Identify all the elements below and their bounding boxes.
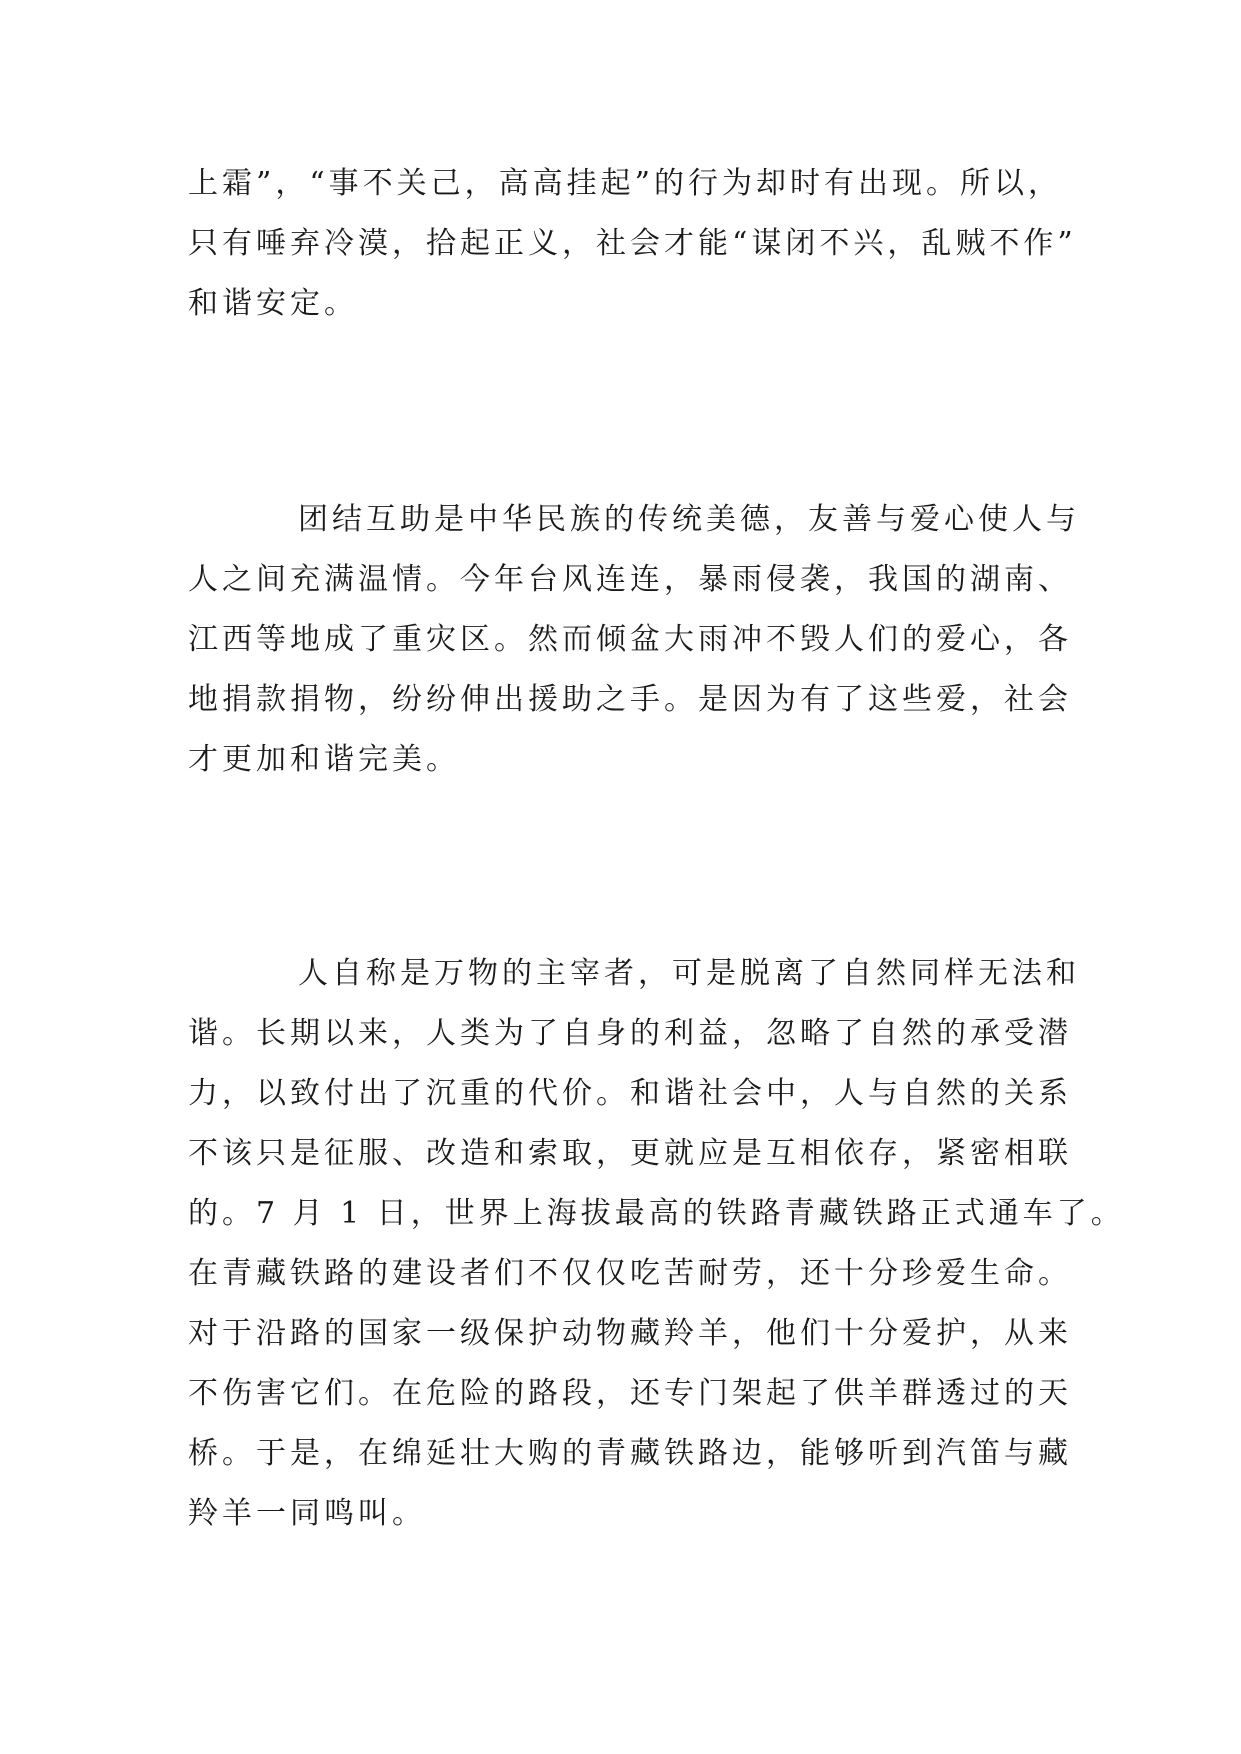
paragraph-3-line-2: 谐。长期以来，人类为了自身的利益，忽略了自然的承受潜 [188, 1016, 1072, 1051]
paragraph-1-line-1: 上霜”，“事不关己，高高挂起”的行为却时有出现。所以， [188, 166, 1063, 201]
paragraph-3-line-9: 桥。于是，在绵延壮大购的青藏铁路边，能够听到汽笛与藏 [188, 1436, 1072, 1471]
paragraph-1-line-2: 只有唾弃冷漠，拾起正义，社会才能“谋闭不兴，乱贼不作” [188, 226, 1077, 261]
paragraph-3-line-8: 不伤害它们。在危险的路段，还专门架起了供羊群透过的天 [188, 1376, 1072, 1411]
paragraph-2-line-1: 团结互助是中华民族的传统美德，友善与爱心使人与 [298, 502, 1080, 537]
paragraph-2-line-3: 江西等地成了重灾区。然而倾盆大雨冲不毁人们的爱心，各 [188, 622, 1072, 657]
paragraph-3-line-5: 的。7 月 1 日，世界上海拔最高的铁路青藏铁路正式通车了。 [188, 1196, 1125, 1231]
paragraph-2-line-4: 地捐款捐物，纷纷伸出援助之手。是因为有了这些爱，社会 [188, 682, 1072, 717]
paragraph-2-line-2: 人之间充满温情。今年台风连连，暴雨侵袭，我国的湖南、 [188, 562, 1072, 597]
paragraph-3-line-10: 羚羊一同鸣叫。 [188, 1496, 426, 1531]
paragraph-3-line-3: 力，以致付出了沉重的代价。和谐社会中，人与自然的关系 [188, 1076, 1072, 1111]
paragraph-2-line-5: 才更加和谐完美。 [188, 742, 460, 777]
paragraph-3-line-6: 在青藏铁路的建设者们不仅仅吃苦耐劳，还十分珍爱生命。 [188, 1256, 1072, 1291]
paragraph-1-line-3: 和谐安定。 [188, 286, 358, 321]
paragraph-3-line-4: 不该只是征服、改造和索取，更就应是互相依存，紧密相联 [188, 1136, 1072, 1171]
paragraph-3-line-7: 对于沿路的国家一级保护动物藏羚羊，他们十分爱护，从来 [188, 1316, 1072, 1351]
paragraph-3-line-1: 人自称是万物的主宰者，可是脱离了自然同样无法和 [298, 956, 1080, 991]
